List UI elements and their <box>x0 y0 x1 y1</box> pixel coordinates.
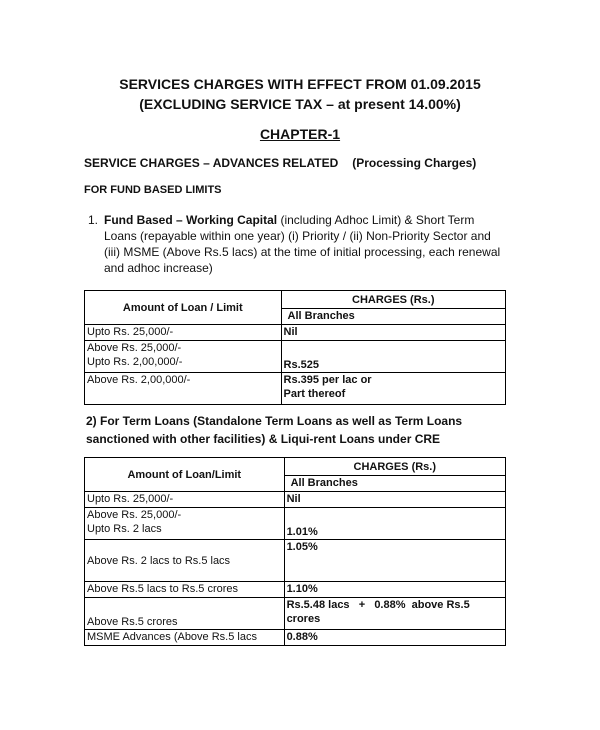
charge-cell: Nil <box>284 492 505 508</box>
amount-cell: Above Rs. 2,00,000/- <box>85 373 282 405</box>
amount-cell: Above Rs. 2 lacs to Rs.5 lacs <box>85 540 285 582</box>
charge-cell: 1.01% <box>284 508 505 540</box>
column-header-charges: CHARGES (Rs.) <box>281 291 505 309</box>
column-header-amount: Amount of Loan / Limit <box>85 291 282 325</box>
charge-cell: 0.88% <box>284 630 505 646</box>
table-row <box>85 598 506 630</box>
item-2-paragraph: 2) For Term Loans (Standalone Term Loans as well as Term Loans sanctioned with other facilities) & Liqui-rent Loans under CRE <box>86 414 463 446</box>
table-header-row <box>85 458 506 476</box>
amount-cell: Upto Rs. 25,000/- <box>85 325 282 341</box>
table-header-row <box>85 291 506 309</box>
section-subtitle: (Processing Charges) <box>352 156 477 170</box>
amount-cell: MSME Advances (Above Rs.5 lacs <box>85 630 285 646</box>
table-row <box>85 508 506 540</box>
table-row <box>85 630 506 646</box>
doc-title-line2: (EXCLUDING SERVICE TAX – at present 14.00%) <box>139 96 461 112</box>
amount-cell: Above Rs.5 crores <box>85 598 285 630</box>
table-working-capital-charges <box>84 290 506 405</box>
item-1-number: 1. <box>88 213 99 227</box>
subheader-all-branches: All Branches <box>284 476 505 492</box>
charge-cell: Rs.5.48 lacs + 0.88% above Rs.5 crores <box>284 598 505 630</box>
amount-cell: Upto Rs. 25,000/- <box>85 492 285 508</box>
item-1-paragraph <box>88 212 508 276</box>
table-row <box>85 325 506 341</box>
subheader-all-branches: All Branches <box>281 309 505 325</box>
table-row <box>85 341 506 373</box>
doc-title-line1: SERVICES CHARGES WITH EFFECT FROM 01.09.2015 <box>119 76 481 92</box>
table-row <box>85 540 506 582</box>
section-title: SERVICE CHARGES – ADVANCES RELATED <box>84 156 339 170</box>
table-row <box>85 492 506 508</box>
section-heading <box>84 156 476 170</box>
column-header-charges: CHARGES (Rs.) <box>284 458 505 476</box>
charge-cell: 1.10% <box>284 582 505 598</box>
chapter-heading: CHAPTER-1 <box>259 126 341 142</box>
table-row <box>85 373 506 405</box>
charge-cell: Rs.525 <box>281 341 505 373</box>
item-1-bold-text: Fund Based – Working Capital <box>104 213 278 227</box>
charge-cell: Nil <box>281 325 505 341</box>
charge-cell: 1.05% <box>284 540 505 582</box>
amount-cell: Above Rs. 25,000/- Upto Rs. 2 lacs <box>85 508 285 540</box>
table-row <box>85 582 506 598</box>
item-1-text: (including Adhoc Limit) & Short Term Loans (repayable within one year) (i) Priority / (ii) Non-Priority Sector and (iii) MSME (Above Rs.5 lacs) at the time of initial processing, each renewal and adhoc increase) <box>104 213 501 275</box>
amount-cell: Above Rs. 25,000/- Upto Rs. 2,00,000/- <box>85 341 282 373</box>
fund-based-heading: FOR FUND BASED LIMITS <box>84 184 222 196</box>
table-term-loan-charges <box>84 457 506 646</box>
charge-cell: Rs.395 per lac or Part thereof <box>281 373 505 405</box>
amount-cell: Above Rs.5 lacs to Rs.5 crores <box>85 582 285 598</box>
column-header-amount: Amount of Loan/Limit <box>85 458 285 492</box>
